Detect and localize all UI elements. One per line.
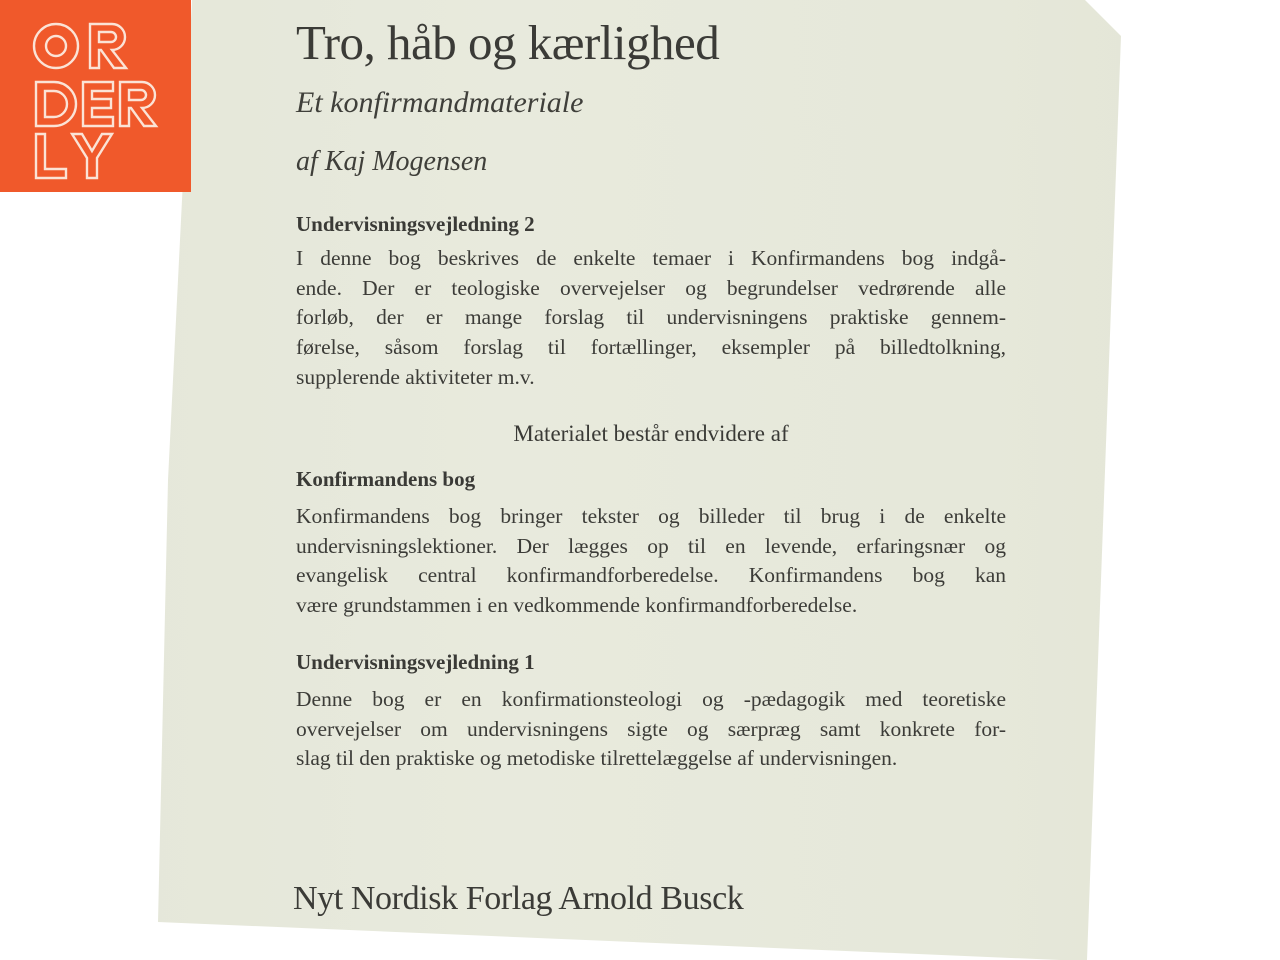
body-line: ende. Der er teologiske overvejelser og begrundelser vedrørende alle (296, 275, 1006, 300)
also-includes-heading: Materialet består endvidere af (513, 421, 789, 446)
body-line: I denne bog beskrives de enkelte temaer i Konfirmandens bog indgå- (296, 246, 1006, 270)
body-line: overvejelser om undervisningens sigte og særpræg samt konkrete for- (296, 716, 1006, 741)
section-body-guide-1 (296, 685, 1006, 774)
body-line: Denne bog er en konfirmationsteologi og -pædagogik med teoretiske (296, 687, 1006, 711)
body-line: forløb, der er mange forslag til undervisningens praktiske gennem- (296, 305, 1006, 330)
body-line: være grundstammen i en vedkommende konfirmandforberedelse. (296, 593, 858, 618)
section-body-guide-2 (296, 244, 1006, 393)
section-body-confirmand-book (296, 502, 1006, 621)
body-line: supplerende aktiviteter m.v. (296, 364, 535, 389)
publisher-name: Nyt Nordisk Forlag Arnold Busck (293, 880, 744, 917)
orderly-logo-icon (0, 0, 191, 192)
book-author: af Kaj Mogensen (296, 146, 488, 177)
body-line: evangelisk central konfirmandforberedelse. Konfirmandens bog kan (296, 563, 1006, 588)
body-line: Konfirmandens bog bringer tekster og billeder til brug i de enkelte (296, 504, 1006, 528)
book-title: Tro, håb og kærlighed (296, 15, 720, 70)
body-line: undervisningslektioner. Der lægges op til en levende, erfaringsnær og (296, 533, 1006, 558)
book-subtitle: Et konfirmandmateriale (296, 86, 584, 119)
section-heading-confirmand-book: Konfirmandens bog (296, 467, 476, 491)
orderly-logo (0, 0, 191, 192)
section-heading-guide-2: Undervisningsvejledning 2 (296, 212, 535, 236)
section-heading-guide-1: Undervisningsvejledning 1 (296, 650, 535, 674)
body-line: slag til den praktiske og metodiske tilrettelæggelse af undervisningen. (296, 746, 898, 771)
body-line: førelse, såsom forslag til fortællinger, eksempler på billedtolkning, (296, 335, 1006, 360)
